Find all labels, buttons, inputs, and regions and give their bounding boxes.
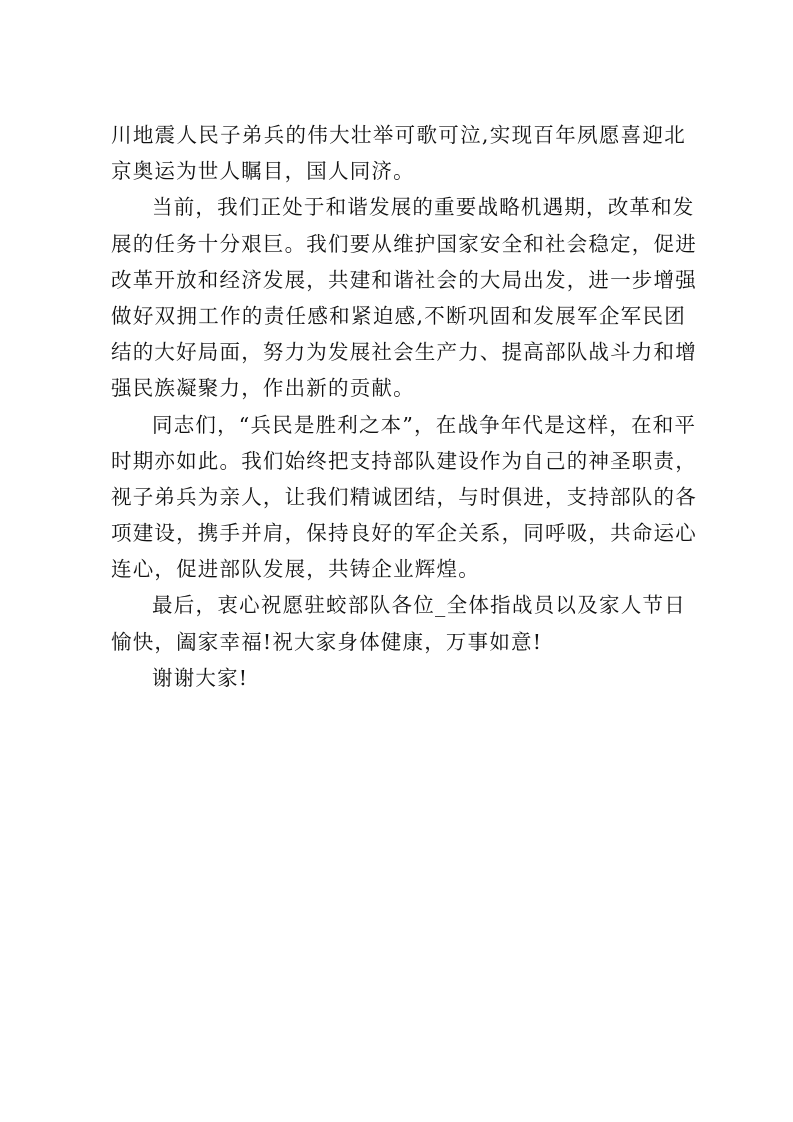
text-line: 连心，促进部队发展，共铸企业辉煌。 [111, 557, 480, 582]
text-line: 愉快，阖家幸福!祝大家身体健康，万事如意! [111, 629, 543, 654]
text-line: 结的大好局面，努力为发展社会生产力、提高部队战斗力和增 [111, 340, 697, 365]
text-line: 视子弟兵为亲人，让我们精诚团结，与时俱进，支持部队的各 [111, 484, 697, 509]
text-line: 川地震人民子弟兵的伟大壮举可歌可泣,实现百年夙愿喜迎北 [111, 123, 686, 147]
text-line: 京奥运为世人瞩目，国人同济。 [111, 159, 415, 184]
text-line: 项建设，携手并肩，保持良好的军企关系，同呼吸，共命运心 [111, 521, 697, 546]
text-line: 最后，衷心祝愿驻蛟部队各位_全体指战员以及家人节日 [152, 593, 686, 618]
text-line: 强民族凝聚力，作出新的贡献。 [111, 376, 415, 401]
text-line: 当前，我们正处于和谐发展的重要战略机遇期，改革和发 [152, 195, 695, 220]
text-line: 时期亦如此。我们始终把支持部队建设作为自己的神圣职责， [111, 448, 697, 473]
text-line: 做好双拥工作的责任感和紧迫感,不断巩固和发展军企军民团 [111, 303, 686, 328]
text-line: 改革开放和经济发展，共建和谐社会的大局出发，进一步增强 [111, 267, 697, 292]
document-body [111, 117, 697, 696]
text-line: 同志们，“兵民是胜利之本”，在战争年代是这样，在和平 [152, 412, 697, 437]
text-line: 展的任务十分艰巨。我们要从维护国家安全和社会稳定，促进 [111, 231, 697, 256]
text-line: 谢谢大家! [152, 665, 249, 690]
